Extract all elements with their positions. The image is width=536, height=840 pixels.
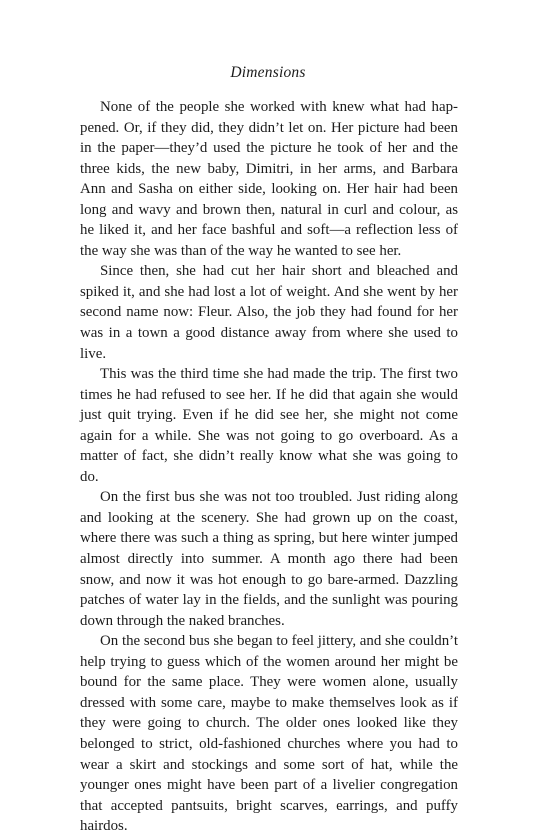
paragraph-4: On the first bus she was not too troubled. Just riding along and looking at the scenery. She had grown up on the coast, where there was such a thing as spring, but here winter jumped almost directly into summer. A month ago there had been snow, and now it was hot enough to go bare-armed. Dazzling patches of water lay in the fields, and the sunlight was pouring down through the naked branches. bbox=[80, 489, 458, 629]
paragraph-3: This was the third time she had made the trip. The first two times he had refused to see her. If he did that again she would just quit trying. Even if he did see her, she might not come again for a while. She was not going to go overboard. As a matter of fact, she didn’t really know what she was going to do. bbox=[80, 366, 458, 485]
body-text bbox=[80, 97, 458, 837]
running-head: Dimensions bbox=[230, 64, 306, 81]
paragraph-1: None of the people she worked with knew what had happened. Or, if they did, they didn’t let on. Her picture had been in the paper—they’d used the picture he took of her and the three kids, the new baby, Dimitri, in her arms, and Barbara Ann and Sasha on either side, looking on. Her hair had been long and wavy and brown then, natural in curl and colour, as he liked it, and her face bashful and soft—a reflection less of the way she was than of the way he wanted to see her. bbox=[80, 99, 458, 259]
paragraph-2: Since then, she had cut her hair short and bleached and spiked it, and she had lost a lot of weight. And she went by her second name now: Fleur. Also, the job they had found for her was in a town a good distance away from where she used to live. bbox=[80, 263, 458, 362]
paragraph-5: On the second bus she began to feel jittery, and she couldn’t help trying to guess which of the women around her might be bound for the same place. They were women alone, usually dressed with some care, maybe to make themselves look as if they were going to church. The older ones looked like they belonged to strict, old-fashioned churches where you had to wear a skirt and stockings and some sort of hat, while the younger ones might have been part of a livelier congregation that accepted pantsuits, bright scarves, earrings, and puffy hairdos. bbox=[80, 633, 458, 835]
